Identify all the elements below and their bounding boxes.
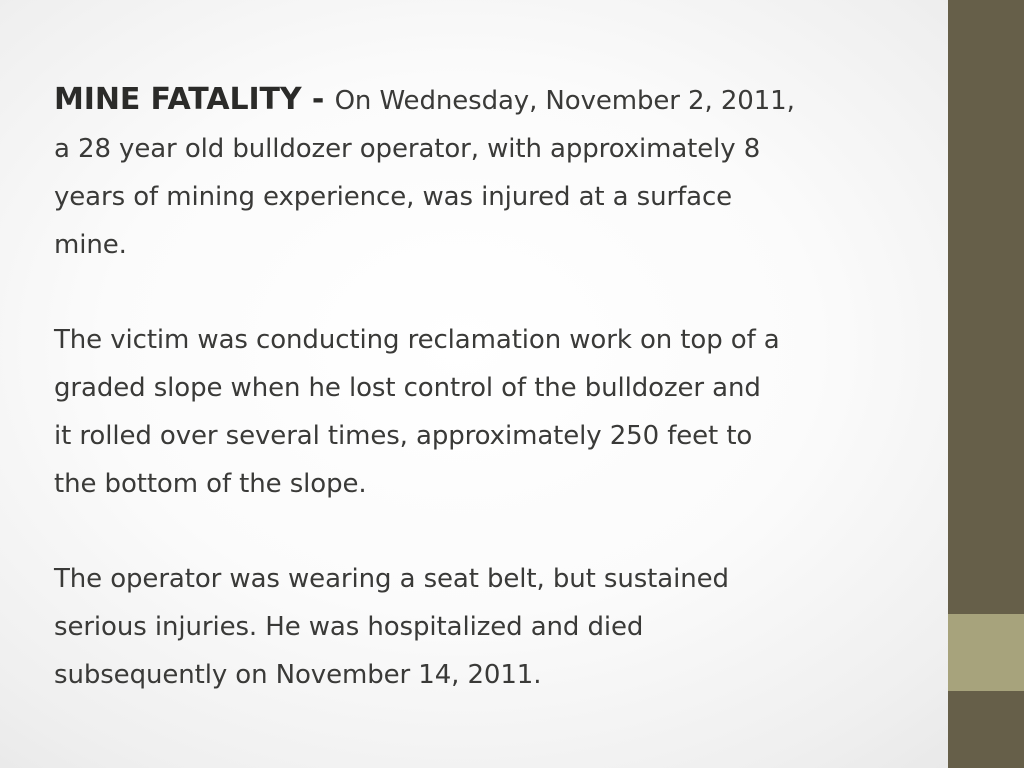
paragraph-1: [54, 76, 944, 269]
text-line: the bottom of the slope.: [54, 469, 367, 499]
text-line: The victim was conducting reclamation work on top of a: [54, 325, 780, 355]
text-line: serious injuries. He was hospitalized and died: [54, 612, 644, 642]
sidebar-accent-block: [948, 614, 1024, 691]
text-line: subsequently on November 14, 2011.: [54, 660, 542, 690]
text-line: mine.: [54, 230, 127, 260]
text-line: it rolled over several times, approximately 250 feet to: [54, 421, 753, 451]
paragraph-2: [54, 316, 944, 508]
lead-heading: MINE FATALITY -: [54, 82, 335, 117]
text-line: On Wednesday, November 2, 2011,: [334, 86, 795, 116]
paragraph-3: [54, 555, 944, 699]
slide-body: [54, 76, 944, 699]
text-line: The operator was wearing a seat belt, but sustained: [54, 564, 729, 594]
text-line: a 28 year old bulldozer operator, with approximately 8: [54, 134, 761, 164]
text-line: years of mining experience, was injured at a surface: [54, 182, 733, 212]
text-line: graded slope when he lost control of the bulldozer and: [54, 373, 761, 403]
